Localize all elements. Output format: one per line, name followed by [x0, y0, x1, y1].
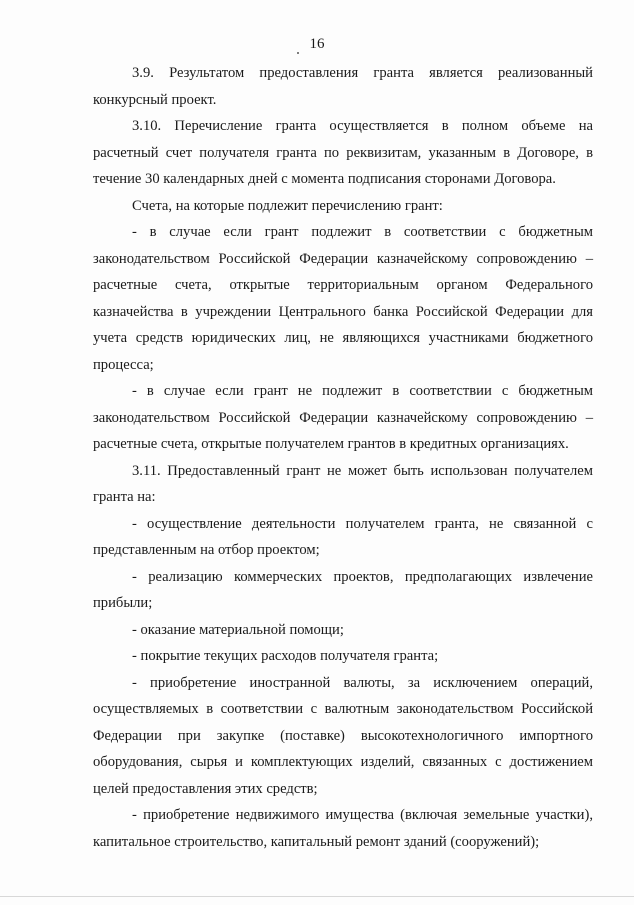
paragraph-3-11: 3.11. Предоставленный грант не может быть использован получателем гранта на: [93, 462, 593, 505]
list-item-foreign-currency: - приобретение иностранной валюты, за исключением операций, осуществляемых в соответствии с валютным законодательством Российской Федерации при закупке (поставке) высокотехнологичного импортного оборудования, сырья и комплектующих изделий, связанных с достижением целей предоставления этих средств; [93, 674, 593, 797]
list-item-current-expenses: - покрытие текущих расходов получателя гранта; [132, 648, 439, 664]
list-item-material-aid: - оказание материальной помощи; [132, 621, 344, 638]
paragraph-3-9: 3.9. Результатом предоставления гранта является реализованный конкурсный проект. [93, 65, 593, 108]
list-item-real-estate: - приобретение недвижимого имущества (включая земельные участки), капитальное строительство, капитальный ремонт зданий (сооружений); [93, 807, 593, 850]
scan-edge-line [0, 896, 634, 897]
document-body [93, 60, 593, 855]
list-item-commercial-projects: - реализацию коммерческих проектов, предполагающих извлечение прибыли; [93, 568, 593, 611]
list-item-treasury-support: - в случае если грант подлежит в соответствии с бюджетным законодательством Российской Федерации казначейскому сопровождению – расчетные счета, открытые территориальным органом Федерального казначейства в учреждении Центрального банка Российской Федерации для учета средств юридических лиц, не являющихся участниками бюджетного процесса; [93, 224, 593, 373]
list-item-no-treasury-support: - в случае если грант не подлежит в соответствии с бюджетным законодательством Российской Федерации казначейскому сопровождению – расчетные счета, открытые получателем грантов в кредитных организациях. [93, 383, 593, 452]
paragraph-accounts-intro: Счета, на которые подлежит перечислению грант: [132, 197, 443, 214]
list-item-unrelated-activity: - осуществление деятельности получателем гранта, не связанной с представленным на отбор проектом; [93, 515, 593, 558]
page-number: 16 [309, 36, 325, 52]
scan-speck [297, 52, 299, 54]
paragraph-3-10: 3.10. Перечисление гранта осуществляется в полном объеме на расчетный счет получателя гранта по реквизитам, указанным в Договоре, в течение 30 календарных дней с момента подписания сторонами Договора. [93, 118, 593, 187]
